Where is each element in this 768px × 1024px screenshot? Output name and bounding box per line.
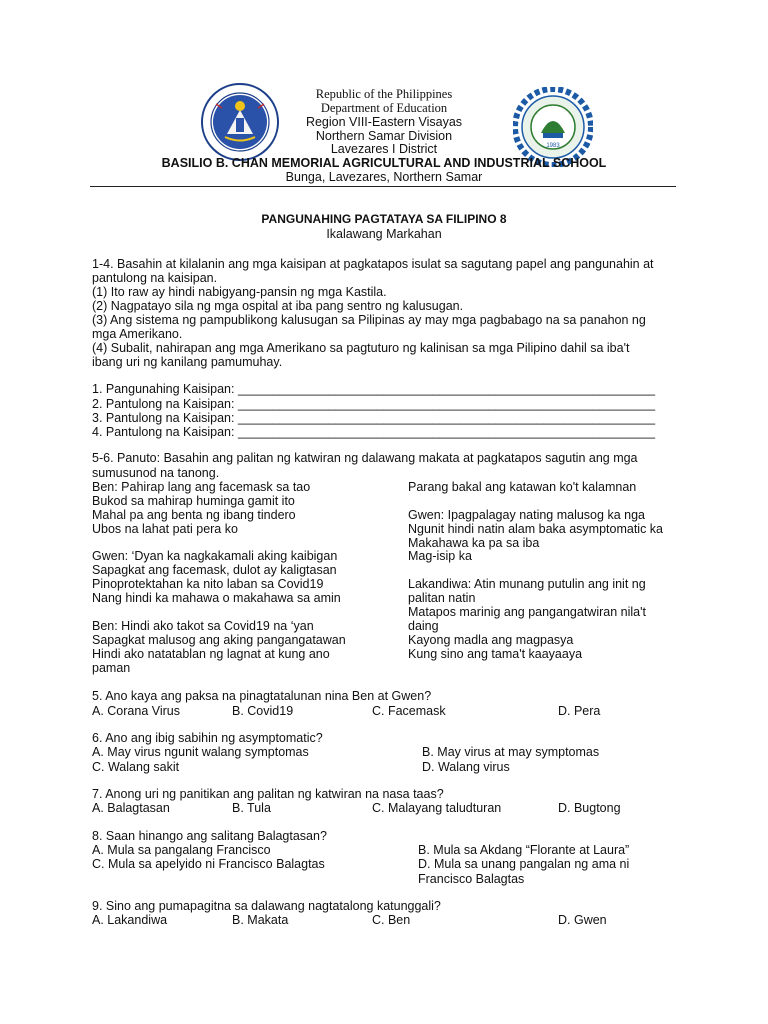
q8-option-a: A. Mula sa pangalang Francisco — [92, 843, 271, 857]
poem-left-line: Ben: Hindi ako takot sa Covid19 na ‘yan — [92, 619, 314, 633]
sentence-4-cont: ibang uri ng kanilang pamumuhay. — [92, 355, 283, 369]
header-divider — [90, 186, 676, 187]
q6-option-a: A. May virus ngunit walang symptomas — [92, 745, 309, 759]
q8-option-d-cont: Francisco Balagtas — [418, 872, 525, 886]
header-region: Region VIII-Eastern Visayas — [305, 115, 463, 129]
q5-option-b: B. Covid19 — [232, 704, 294, 718]
poem-right-line: Parang bakal ang katawan ko't kalamnan — [408, 480, 637, 494]
sentence-3: (3) Ang sistema ng pampublikong kalusugan sa Pilipinas ay may mga pagbabago na sa panahon ng — [92, 313, 646, 327]
part1-instructions: 1-4. Basahin at kilalanin ang mga kaisipan at pagkatapos isulat sa sagutang papel ang pangunahin at — [92, 257, 654, 271]
q7-option-c: C. Malayang taludturan — [372, 801, 502, 815]
poem-right-line: Gwen: Ipagpalagay nating malusog ka nga — [408, 508, 645, 522]
question-5: 5. Ano kaya ang paksa na pinagtatalunan nina Ben at Gwen? — [92, 689, 432, 703]
q5-option-c: C. Facemask — [372, 704, 446, 718]
poem-right-line: Mag-isip ka — [408, 549, 472, 563]
q7-option-b: B. Tula — [232, 801, 271, 815]
q9-option-d: D. Gwen — [558, 913, 607, 927]
exam-subtitle: Ikalawang Markahan — [326, 227, 442, 241]
answer-line-2: 2. Pantulong na Kaisipan: ____________________________________________________________ — [92, 397, 656, 411]
part1-instructions-cont: pantulong na kaisipan. — [92, 271, 218, 285]
header-republic: Republic of the Philippines — [315, 87, 453, 101]
sentence-4: (4) Subalit, nahirapan ang mga Amerikano sa pagtuturo ng kalinisan sa mga Pilipino dahil sa iba't — [92, 341, 630, 355]
sentence-1: (1) Ito raw ay hindi nabigyang-pansin ng mga Kastila. — [92, 285, 387, 299]
poem-left-line: paman — [92, 661, 131, 675]
q8-option-c: C. Mula sa apelyido ni Francisco Balagtas — [92, 857, 325, 871]
sentence-3-cont: mga Amerikano. — [92, 327, 183, 341]
poem-left-line: Sapagkat malusog ang aking pangangatawan — [92, 633, 346, 647]
answer-line-4: 4. Pantulong na Kaisipan: ____________________________________________________________ — [92, 425, 656, 439]
poem-left-line: Mahal pa ang benta ng ibang tindero — [92, 508, 296, 522]
poem-right-line: Matapos marinig ang pangangatwiran nila't — [408, 605, 646, 619]
q6-option-b: B. May virus at may symptomas — [422, 745, 600, 759]
answer-line-3: 3. Pantulong na Kaisipan: ____________________________________________________________ — [92, 411, 656, 425]
poem-left-line: Nang hindi ka mahawa o makahawa sa amin — [92, 591, 341, 605]
q9-option-b: B. Makata — [232, 913, 289, 927]
q5-option-a: A. Corana Virus — [92, 704, 181, 718]
poem-right-line: Kayong madla ang magpasya — [408, 633, 574, 647]
q7-option-a: A. Balagtasan — [92, 801, 170, 815]
poem-left-line: Gwen: ‘Dyan ka nagkakamali aking kaibigan — [92, 549, 338, 563]
header-department: Department of Education — [320, 101, 448, 115]
q5-option-d: D. Pera — [558, 704, 601, 718]
poem-left-line: Ubos na lahat pati pera ko — [92, 522, 238, 536]
q9-option-c: C. Ben — [372, 913, 411, 927]
school-address: Bunga, Lavezares, Northern Samar — [285, 170, 483, 184]
poem-right-line: palitan natin — [408, 591, 476, 605]
poem-right-line: Makahawa ka pa sa iba — [408, 536, 540, 550]
poem-right-line: daing — [408, 619, 439, 633]
poem-left-line: Pinoprotektahan ka nito laban sa Covid19 — [92, 577, 324, 591]
part2-instructions: 5-6. Panuto: Basahin ang palitan ng katwiran ng dalawang makata at pagkatapos sagutin ang mga — [92, 451, 638, 465]
question-6: 6. Ano ang ibig sabihin ng asymptomatic? — [92, 731, 323, 745]
q8-option-b: B. Mula sa Akdang “Florante at Laura” — [418, 843, 630, 857]
poem-right-line: Kung sino ang tama't kaayaaya — [408, 647, 583, 661]
q6-option-d: D. Walang virus — [422, 760, 510, 774]
question-9: 9. Sino ang pumapagitna sa dalawang nagtatalong katunggali? — [92, 899, 441, 913]
sentence-2: (2) Nagpatayo sila ng mga ospital at iba pang sentro ng kalusugan. — [92, 299, 464, 313]
poem-left-line: Ben: Pahirap lang ang facemask sa tao — [92, 480, 311, 494]
question-8: 8. Saan hinango ang salitang Balagtasan? — [92, 829, 327, 843]
q7-option-d: D. Bugtong — [558, 801, 621, 815]
poem-left-line: Bukod sa mahirap huminga gamit ito — [92, 494, 295, 508]
header-division: Northern Samar Division — [315, 129, 453, 143]
q9-option-a: A. Lakandiwa — [92, 913, 168, 927]
poem-right-line: Ngunit hindi natin alam baka asymptomatic ka — [408, 522, 663, 536]
question-7: 7. Anong uri ng panitikan ang palitan ng katwiran na nasa taas? — [92, 787, 444, 801]
poem-left-line: Hindi ako natatablan ng lagnat at kung ano — [92, 647, 330, 661]
q8-option-d: D. Mula sa unang pangalan ng ama ni — [418, 857, 630, 871]
school-name: BASILIO B. CHAN MEMORIAL AGRICULTURAL AND INDUSTRIAL SCHOOL — [161, 156, 607, 170]
poem-right-line: Lakandiwa: Atin munang putulin ang init ng — [408, 577, 646, 591]
q6-option-c: C. Walang sakit — [92, 760, 180, 774]
seal-year: 1983 — [546, 143, 560, 149]
poem-left-line: Sapagkat ang facemask, dulot ay kaligtasan — [92, 563, 337, 577]
part2-instructions-cont: sumusunod na tanong. — [92, 466, 220, 480]
exam-title: PANGUNAHING PAGTATAYA SA FILIPINO 8 — [261, 212, 507, 226]
answer-line-1: 1. Pangunahing Kaisipan: ____________________________________________________________ — [92, 382, 656, 396]
header-district: Lavezares I District — [330, 142, 438, 156]
